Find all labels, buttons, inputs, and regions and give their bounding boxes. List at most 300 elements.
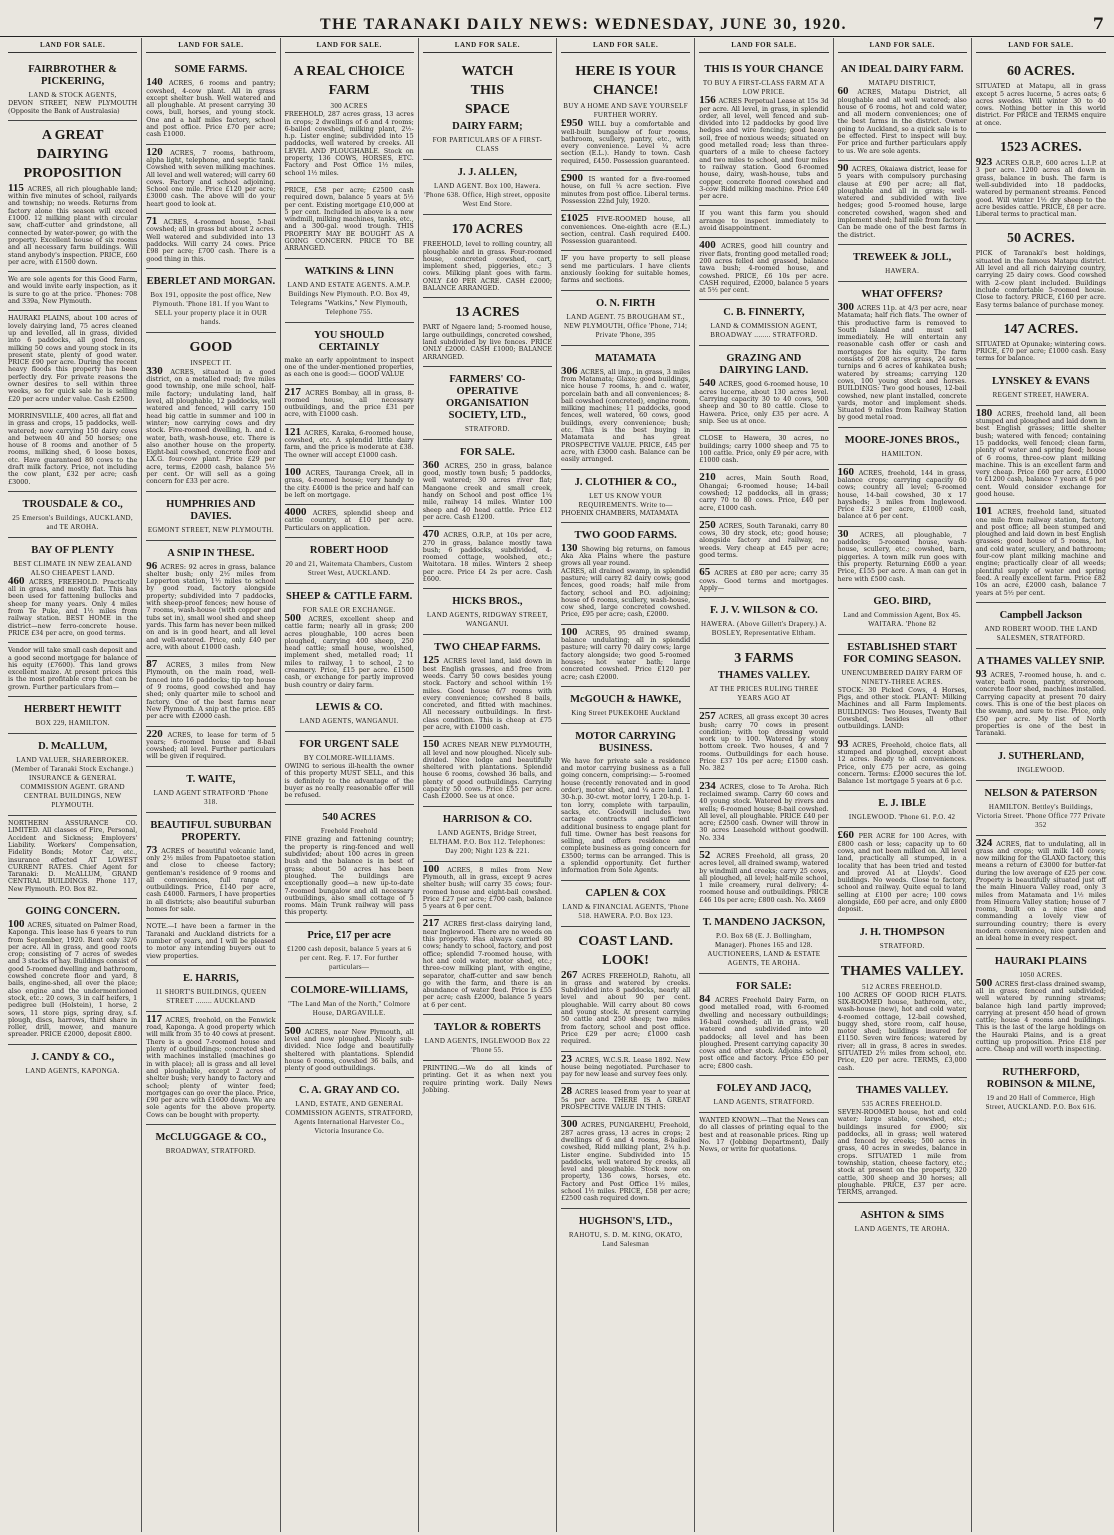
ad-body <box>284 506 414 532</box>
ad-title: TAYLOR & ROBERTS <box>433 1022 541 1033</box>
ad-subtitle: HAWERA. <box>885 266 920 275</box>
ad-lead-figure: 87 <box>146 658 167 671</box>
ad-headline: THAMES VALLEY. <box>840 963 964 979</box>
ad-title: TROUSDALE & CO., <box>22 498 123 510</box>
advertisement <box>838 1078 967 1203</box>
ad-lead-figure: 4000 <box>284 506 313 519</box>
ad-text: CLOSE to Hawera, 30 acres, no buildings; carry 1000 sheep and 75 to 100 cattle. Price, only £9 per acre, with £1000 cash. <box>699 434 829 465</box>
ad-body <box>8 276 137 305</box>
ad-subtitle: LAND & COMMISSION AGENT, BROADWAY ........ STRATFORD. <box>710 322 818 340</box>
ad-text: ACRES leased from year to year at 5s per acre. THERE IS A GREAT PROSPECTIVE VALUE IN THIS: <box>561 1088 691 1112</box>
ad-subtitle: BEST CLIMATE IN NEW ZEALAND ALSO CHEAPEST LAND. <box>13 559 132 577</box>
ad-subtitle: MATAPU DISTRICT, <box>868 79 936 88</box>
ad-text: ACRES, 8 miles from New Plymouth, all in grass, except 9 acres shelter bush; will carry 35 cows; four-roomed house and eight-bail cowshed. Price £27 per acre; £700 cash, balance 5 years at 6 per cent. <box>422 865 552 911</box>
ad-body <box>699 94 829 201</box>
ad-text: ACRES, 7-roomed house, h. and c. water, bath room, pantry, storeroom, concrete floor shed, machines installed. Carrying capacity at present 70 dairy cows. This is one of the best places on the swamp, and sure to rise. Price, only £50 per acre. My list of North properties is one of the best in Taranaki. <box>975 670 1106 738</box>
advertisement <box>423 527 552 589</box>
ad-text: SITUATED at Opunake; wintering cows. PRICE, £70 per acre; £1000 cash. Easy terms for balance. <box>975 339 1106 363</box>
advertisement <box>423 215 552 298</box>
ad-text: SITUATED at Matapu, all in grass except 5 acres lucerne, 5 acres oats; 6 acres swedes. Will winter 30 to 40 cows. Nothing better in this world district. For PRICE and TERMS enquire at once. <box>975 82 1106 127</box>
ad-text: ACRES, Karaka, 6-roomed house, cowshed, etc. A splendid little dairy farm, and the price is moderate at £38. The owner will accept £1000 cash. <box>284 428 414 459</box>
advertisement <box>285 978 414 1024</box>
ad-lead-figure: 28 <box>561 1085 576 1098</box>
ad-text: ACRES, freehold land, situated one mile from railway station, factory, and post office; all been stumped and ploughed and laid down in best English grasses; good house of 5 rooms, hot and cold water, scullery, and bathroom; four-cow plant milking machine and engine; practically clear of all weeds; plentiful supply of water and spring feed. A really excellent farm. Price £82 10s an acre, £2000 cash, balance 7 years at 5½ per cent. <box>975 508 1106 597</box>
column-heading: LAND FOR SALE. <box>561 38 690 53</box>
ad-title: WHAT OFFERS? <box>861 288 943 300</box>
ad-title: LYNSKEY & EVANS <box>992 375 1090 387</box>
ad-body <box>838 992 967 1072</box>
ad-title: O. N. FIRTH <box>596 297 656 309</box>
ad-subtitle: LAND AGENT. 75 BROUGHAM ST., NEW PLYMOUTH, Office 'Phone, 714; Private 'Phone, 395 <box>563 312 688 339</box>
ad-text: ACRES, situated on Palmer Road, Kaponga. This lease has 6 years to run from September, 1920. Rent only 32/6 per acre. All in grass, and good roots crop; consisting of 7 acres of swedes and 3 stacks of hay. Buildings consist of good 5-roomed dwelling and bathroom, cowshed concrete floor and yard, 8 bails, engine-shed, all over the place; also engine and the undermentioned stock, etc.: 20 cows, 3 in calf heifers, 1 pedigree bull (Holstein), 1 horse, 2 sows, 11 store pigs, spring dray, s.f. plough, discs, harrows, third share in roller, drill, mower, and manure spreader. PRICE £2000, deposit £800. <box>8 921 138 1039</box>
ad-subtitle: 25 Emerson's Buildings, AUCKLAND, and TE AROHA. <box>12 513 133 531</box>
advertisement <box>561 57 690 171</box>
ad-body <box>285 111 414 177</box>
ad-text: ACRES, all rich ploughable land; within five minutes of school, railyards and township; no weeds. Returns from factory alone this season will exceed £1000. 12 milking plant with circular saw, chaff-cutter and grindstone, all connected by water-power, go with the property. Excellent house of six rooms and all necessary farm buildings. Will stand anybody's inspection. PRICE, £60 per acre, with £1500 down. <box>8 184 138 266</box>
advertisement <box>699 644 828 709</box>
ad-body <box>422 862 552 911</box>
ad-text: ACRES, Okaiawa district, lease for 5 years with compulsory purchasing clause at £90 per acre; all flat, ploughable and all in grass; well-watered and subdivided with live hedges; good 5-roomed house, large concreted cowshed, wagon shed and implement shed; half mile from factory. Can be made one of the best farms in the district. <box>837 164 967 239</box>
ad-headline: 170 ACRES <box>451 222 523 238</box>
ad-title: EBERLET AND MORGAN. <box>146 275 276 287</box>
ad-body <box>422 528 552 584</box>
ad-body <box>146 843 276 914</box>
ad-subtitle: LAND, ESTATE, AND GENERAL COMMISSION AGENTS, STRATFORD, Agents International Harvester Co., Victoria Insurance Co. <box>285 1100 413 1136</box>
advertisement <box>976 949 1106 1060</box>
advertisement <box>976 1060 1106 1117</box>
ad-body <box>146 923 275 959</box>
ad-title: T. WAITE, <box>186 773 236 785</box>
ad-body <box>837 300 967 422</box>
ad-body <box>837 161 967 239</box>
ad-headline: FARM <box>328 83 370 99</box>
advertisement <box>423 1015 552 1061</box>
ad-body <box>422 738 553 801</box>
ad-subtitle: "The Land Man of the North," Colmore House, DARGAVILLE. <box>288 999 411 1017</box>
ad-subtitle: LAND AGENT. Box 100, Hawera. 'Phone 638. Office, High street, opposite West End Store. <box>424 182 551 209</box>
ad-body <box>8 413 137 486</box>
advertisement <box>8 816 137 899</box>
ad-body <box>284 1024 414 1073</box>
ad-subtitle: EGMONT STREET, NEW PLYMOUTH. <box>147 525 274 534</box>
ad-title: HUMPHRIES AND DAVIES. <box>166 498 256 522</box>
ad-text: ACRES, freehold, 144 in grass, balance crops; carrying capacity 60 cows; country all level; 6-roomed house, 14-bail cowshed, 30 x 17 haysheds; 3 miles from Inglewood. Price £32 per acre, £1000 cash, balance at 6 per cent. <box>837 468 967 521</box>
ad-text: Showing big returns, on famous Aka Aka Plains where the pasture grows all year round. <box>561 544 691 568</box>
ad-body <box>699 710 829 773</box>
ad-subtitle: LAND & FINANCIAL AGENTS, 'Phone 518. HAWERA. P.O. Box 123. <box>562 902 689 920</box>
ad-body <box>423 241 552 292</box>
ad-title: GOING CONCERN. <box>25 906 120 917</box>
ad-body <box>8 100 137 115</box>
ad-lead-figure: 923 <box>975 156 996 169</box>
ad-body <box>699 239 829 295</box>
advertisement <box>838 1203 967 1239</box>
ad-body <box>561 212 691 246</box>
ad-title: THAMES VALLEY. <box>717 670 810 682</box>
advertisement <box>561 523 690 625</box>
advertisement <box>561 211 690 251</box>
ad-lead-figure: 23 <box>561 1052 576 1065</box>
advertisement <box>976 369 1106 406</box>
advertisement <box>146 919 275 965</box>
advertisement <box>423 160 552 215</box>
ad-body <box>975 976 1106 1054</box>
ad-text: ACRES, close to Te Aroha. Rich reclaimed swamp. Carry 60 cows and 40 young stock. Watered by rivers and wells; 6-roomed house; 8-bail cowshed. All level, all ploughable. PRICE £40 per acre; £2500 cash. Owner will throw in 30 acres Leasehold without goodwill. No. 334 <box>699 782 829 842</box>
ad-lead-figure: 100 <box>8 918 28 930</box>
ad-text: ACRES O.R.P., 600 acres L.I.P. at 3 per acre. 1200 acres all down in grass, balance in bush. The farm is well-subdivided into 18 paddocks, watered by permanent streams. Fenced good. Will winter 1½ dry sheep to the acre besides cattle. PRICE, £8 per acre. Liberal terms to practical man. <box>975 159 1106 219</box>
advertisement <box>699 57 828 206</box>
ad-body <box>837 85 967 155</box>
ad-title: RUTHERFORD, ROBINSON & MILNE, <box>986 1066 1095 1090</box>
ad-body <box>146 145 276 208</box>
ad-lead-figure: 267 <box>561 968 582 981</box>
ad-title: A THAMES VALLEY SNIP. <box>977 655 1105 667</box>
ad-lead-figure: 324 <box>975 836 997 849</box>
ad-title: BEAUTIFUL SUBURBAN PROPERTY. <box>150 819 272 843</box>
ad-body <box>699 377 829 425</box>
ad-lead-figure: 93 <box>837 737 853 750</box>
advertisement <box>423 298 552 366</box>
ad-title: DAIRY FARM; <box>452 121 523 133</box>
ad-headline: PROPOSITION <box>23 165 122 181</box>
ad-title: McGOUCH & HAWKE, <box>570 693 682 705</box>
advertisement <box>146 269 275 333</box>
ad-lead-figure: 30 <box>837 527 860 540</box>
ad-lead-figure: 150 <box>422 738 443 751</box>
advertisement <box>561 687 690 724</box>
ad-subtitle: AT THE PRICES RULING THREE YEARS AGO AT <box>709 685 819 703</box>
ad-title: 540 ACRES <box>322 812 376 824</box>
ad-body <box>561 364 691 464</box>
advertisement <box>561 625 690 687</box>
advertisement <box>838 635 967 737</box>
ad-text: acres, Main South Road, Ohangai; 6-roomed house; 14-bail cowshed; 12 paddocks, all in grass; carry 70 to 80 cows. Price, £40 per acre, £1000 cash. <box>699 474 829 512</box>
ad-text: SEVEN-ROOMED house, hot and cold water; large stable, cowshed, etc.; buildings insured for £900; six paddocks, all in grass; well watered and fenced by creeks; 500 acres in grass, 40 acres in swedes, balance in crops. SITUATED 1 mile from township, station, cheese factory, etc.; stock at present on the property, 320 cattle, 300 sheep and 30 horses; all ploughable. PRICE, £37 per acre. TERMS, arranged. <box>837 1107 967 1197</box>
ad-subtitle: Box 191, opposite the post office, New Plymouth. 'Phone 181. If you Want to SELL your property place it in OUR hands. <box>150 290 272 326</box>
ad-lead-figure: 180 <box>975 406 998 419</box>
advertisement <box>146 333 275 492</box>
advertisement <box>561 1052 690 1085</box>
ad-subtitle: P.O. Box 68 (E. J. Bollingham, Manager). Phones 165 and 128. AUCTIONEERS, LAND & ESTATE AGENTS, TE AROHA. <box>707 932 821 968</box>
ad-subtitle: HAMILTON. Bettley's Buildings, Victoria Street. 'Phone Office 777 Private 352 <box>976 802 1106 829</box>
ad-text: ACRES Freehold, all grass, 20 acres level, all drained swamp, watered by windmill and creeks; carry 25 cows, all ploughed, all level; half-mile school, 1 mile creamery, rural delivery; 4-roomed house and outbuildings. PRICE £46 10s per acre; £800 cash. No. X469 <box>699 852 829 904</box>
ad-body <box>975 667 1106 738</box>
advertisement <box>838 791 967 828</box>
advertisement <box>838 957 967 1078</box>
ad-title: HUGHSON'S, LTD., <box>578 1215 673 1227</box>
ad-lead-figure: 217 <box>284 385 306 398</box>
ad-lead-figure: 500 <box>284 611 309 624</box>
advertisement <box>561 1117 690 1208</box>
advertisement <box>8 311 137 409</box>
ad-subtitle: BROADWAY, STRATFORD. <box>165 1147 256 1156</box>
ad-text: ACRES, O.R.P., at 10s per acre, 270 in grass, balance mostly tawa bush; 6 paddocks, subdivided, 4-roomed cottage, woolshed, etc.; Waitotara. 18 miles. Winters 2 sheep per acre. Price £4 2s per acre. Cash £600. <box>422 531 552 584</box>
advertisement <box>285 1078 414 1141</box>
ad-body <box>422 917 553 1009</box>
ad-body <box>975 505 1106 597</box>
column-2 <box>142 38 280 1532</box>
advertisement <box>146 57 275 144</box>
ad-text: IS wanted for a five-roomed house, on full ¼ acre section. Five minutes from post office. Liberal terms. Possession 22nd July, 1920. <box>561 175 691 205</box>
ad-lead-figure: 156 <box>699 94 719 107</box>
ad-subtitle: LAND AGENTS, STRATFORD. <box>713 1098 815 1107</box>
advertisement <box>838 57 967 161</box>
advertisement <box>838 428 967 465</box>
ad-title: WATKINS & LINN <box>304 265 394 277</box>
ad-title: TREWEEK & JOLL, <box>852 251 952 263</box>
ad-lead-figure: 60 <box>837 85 858 98</box>
ad-body <box>699 993 829 1070</box>
ad-body <box>976 250 1106 308</box>
ad-subtitle: LAND AGENTS, INGLEWOOD Box 22 'Phone 55. <box>424 1037 551 1054</box>
ad-text: STOCK: 30 Picked Cows, 4 Horses, Pigs, and other stock. PLANT: Milking Machines and all Farm Implements. BUILDINGS: Two Houses, Twenty Bail Cowshed, besides all other outbuildings. LAND: <box>837 685 967 731</box>
advertisement <box>976 315 1106 369</box>
ad-lead-figure: 460 <box>8 574 30 587</box>
ad-text: ACRES at £80 per acre; carry 35 cows. Good terms and mortgages. Apply— <box>699 569 829 592</box>
advertisement <box>561 927 690 1052</box>
ad-body: ACRES, all drained swamp, in splendid pasture; will carry 82 dairy cows; good fences, good roads; half mile from factory, school and P.O. adjoining; house of 6 rooms, scullery, wash-house, cow shed, large concreted cowshed. Price, £95 per acre; cash, £2000. <box>561 566 691 619</box>
ad-text: ACRES NEAR NEW PLYMOUTH, all level and now ploughed. Nicely sub-divided. Nice lodge and beautifully sheltered with plantations. Splendid house 6 rooms, cowshed 36 bails, and plenty of good outbuildings. Carrying capacity 50 cows. Price £55 per acre. Cash £2000. See us at once. <box>422 741 553 801</box>
ad-lead-figure: £1025 <box>561 212 597 225</box>
advertisement <box>285 538 414 584</box>
ad-lead-figure: 125 <box>422 654 444 667</box>
ad-body <box>699 518 829 560</box>
ad-title: ESTABLISHED START FOR COMING SEASON. <box>843 641 961 665</box>
ad-text: PRICE, £58 per acre; £2500 cash required down, balance 5 years at 5½ per cent. Existing mortgage £10,000 at 5 per cent. Included in above is a new windmill, milking machines, tanks, etc., and a 300-gal. wood trough. THIS PROPERTY MAY BE BOUGHT AS A GOING CONCERN. PRICE TO BE ARRANGED. <box>284 185 414 253</box>
advertisement <box>699 779 828 848</box>
ad-text: ACRES, all ploughable, 7 paddocks; 5-roomed house, wash-house, scullery, etc.; cowshed, barn, piggeries. A town milk run goes with this property. Returning £600 a year. Price, £155 per acre. A man can get in here with £500 cash. <box>837 530 967 583</box>
ad-title: MOTOR CARRYING BUSINESS. <box>575 730 676 754</box>
column-heading: LAND FOR SALE. <box>285 38 414 53</box>
ad-text: ACRES, 3 miles from New Plymouth, on the main road, well-fenced into 16 paddocks; tip top house of 9 rooms, good cowshed and hay shed; only quarter mile to school and factory. One of the best farms near New Plymouth. A snip at the price. £85 per acre with £2000 cash. <box>146 661 276 721</box>
advertisement <box>423 367 552 440</box>
ad-headline: 50 ACRES. <box>1007 231 1075 247</box>
ad-lead-figure: 540 <box>699 377 719 390</box>
advertisement <box>976 744 1106 781</box>
advertisement <box>423 440 552 527</box>
ad-title: COLMORE-WILLIAMS, <box>290 984 408 996</box>
ad-text: ACRES, Matapu District, all ploughable and all well watered; also house of 6 rooms, hot and cold water, and all modern conveniences; one of the best farms in the district. Owner going to Auckland, so a quick sale is to be effected. First to inspect will buy. For price and further particulars apply to us. We are sole agents. <box>837 88 967 155</box>
ad-text: ACRES 11p. at 4/3 per acre, near Matamata; half rich flats. The owner of this productive farm is removed to South Island and must sell immediately. He will entertain any reasonable cash offer or cash and mortgages for his equity. The farm consists of 208 acres grass, 24 acres turnips and 6 acres of kahikatea bush; watered by streams; carrying 120 cows, 100 young stock and horses. BUILDINGS: Two good houses, 12-bail cowshed, new plant installed, concrete yards, motor and implement sheds. Situated 9 miles from Railway Station by good metal road. <box>837 303 967 422</box>
ad-title: SOME FARMS. <box>174 64 248 76</box>
advertisement <box>976 406 1106 505</box>
column-heading: LAND FOR SALE. <box>976 38 1106 53</box>
ad-subtitle: HAMILTON. <box>881 449 923 458</box>
ad-headline: GOOD <box>189 339 233 355</box>
ad-body <box>8 647 137 691</box>
ad-body <box>561 625 691 681</box>
ad-body <box>423 1065 552 1094</box>
ad-lead-figure: 93 <box>975 667 991 680</box>
ad-title: HICKS BROS., <box>452 596 523 608</box>
ad-subtitle: LAND AND ESTATE AGENTS. A.M.P. Buildings New Plymouth. P.O. Box 49, Telegrams "Watkins," New Plymouth, Telephone 755. <box>287 280 411 316</box>
ad-lead-figure: 117 <box>146 1012 166 1025</box>
ad-text: ACRES, PUNGAREHU, Freehold, 287 acres grass, 13 acres in crops; 2 dwellings of 6 and 4 rooms, 8-bailed cowshed, Ridd milking plant, 2¼ h.p. Lister engine. Subdivided into 15 paddocks, well watered by creeks, all level and ploughable. Stock now on property, 136 cows, horses, etc. Factory and Post Office 1½ miles, school 1½ miles. PRICE, £58 per acre; £2500 cash required down. <box>561 1121 691 1203</box>
ad-lead-figure: 250 <box>699 518 719 531</box>
ad-lead-figure: 500 <box>975 976 996 989</box>
ad-headline: WATCH <box>461 64 514 80</box>
ad-subtitle: 512 ACRES FREEHOLD. <box>862 982 943 991</box>
ad-text: PHOENIX CHAMBERS, MATAMATA <box>561 508 679 517</box>
ad-body <box>285 357 414 379</box>
column-heading: LAND FOR SALE. <box>838 38 967 53</box>
advertisement <box>285 259 414 323</box>
ad-subtitle: LAND AGENTS, Bridge Street, ELTHAM. P.O. Box 112. Telephones: Day 200; Night 123 & 221. <box>429 828 546 855</box>
ad-title: HERBERT HEWITT <box>24 704 122 716</box>
ad-text: OWING to serious ill-health the owner of this property MUST SELL, and this is definitely to the advantage of the buyer as no really reasonable offer will be refused. <box>284 761 414 800</box>
ad-text: ACRES, excellent sheep and cattle farm; nearly all in grass; 200 acres ploughable, 100 acres been ploughed, carrying 400 sheep, 250 head cattle; small house, woolshed, implement shed, metalled road; 11 miles to railway, 1 to school, 2 to creamery. Price, £15 per acre. £1500 cash, or exchange for partly improved bush country or dairy farm. <box>284 614 414 689</box>
column-8 <box>972 38 1110 1532</box>
ad-subtitle: STRATFORD. <box>464 424 510 433</box>
ad-title: BAY OF PLENTY <box>31 544 115 556</box>
advertisement <box>146 145 275 214</box>
ad-title: YOU SHOULD CERTAINLY <box>313 329 385 353</box>
advertisement <box>8 121 137 272</box>
ad-text: FIVE-ROOMED house, all conveniences. One-eighth acre (E.L.) section, central. Cash required £400. Possession guaranteed. <box>561 215 691 246</box>
ad-headline: COAST LAND. <box>578 933 673 949</box>
advertisement <box>285 385 414 425</box>
ad-text: NOTE.—I have been a farmer in the Taranaki and Auckland districts for a number of years, and I will be pleased to motor any intending buyers out to view properties. <box>146 922 276 960</box>
ad-subtitle: £1200 cash deposit, balance 5 years at 6 per cent. Reg. F. 17. For further particulars— <box>286 944 412 971</box>
ad-title: D. McALLUM, <box>38 741 108 753</box>
column-7 <box>834 38 972 1532</box>
ad-subtitle: 300 ACRES <box>330 102 368 111</box>
advertisement <box>285 465 414 505</box>
advertisement <box>285 505 414 538</box>
advertisement <box>8 272 137 311</box>
ad-text: ACRES, South Taranaki, carry 80 cows, 30 dry stock, etc; good house; alongside factory and railway, no weeds. Very cheap at £45 per acre; good terms. <box>699 521 829 560</box>
column-heading: LAND FOR SALE. <box>146 38 275 53</box>
ad-lead-figure: 160 <box>837 465 859 478</box>
ad-subtitle: 1050 ACRES. <box>1019 970 1063 979</box>
ad-title: TWO CHEAP FARMS. <box>434 642 541 654</box>
ad-lead-figure: 96 <box>146 559 161 572</box>
ad-body <box>146 559 276 652</box>
ad-title: Price, £17 per acre <box>307 929 391 941</box>
ad-title: ROBERT HOOD <box>309 544 389 556</box>
advertisement <box>838 589 967 635</box>
column-5 <box>557 38 695 1532</box>
ad-body <box>146 215 276 263</box>
ad-headline: 3 FARMS <box>734 651 794 667</box>
ad-title: J. CANDY & CO., <box>31 1051 115 1063</box>
ad-body <box>699 779 829 842</box>
ad-title: THAMES VALLEY. <box>856 1084 949 1096</box>
advertisement <box>699 709 828 778</box>
advertisement <box>285 57 414 183</box>
ad-text: FREEHOLD, 287 acres grass, 13 acres in crops; 2 dwellings of 6 and 4 rooms; 6-bailed cowshed, milking plant, 2½-h.p. Lister engine; subdivided into 15 paddocks, well watered by creeks. All LEVEL AND PLOUGHABLE. Stock on property, 136 COWS, HORSES, ETC. Factory and Post Office 1½ miles, school 1½ miles. <box>284 110 414 177</box>
ad-title: J. J. ALLEN, <box>457 167 517 179</box>
ad-headline: 60 ACRES. <box>1007 64 1075 80</box>
advertisement <box>146 966 275 1012</box>
ad-text: ACRES, 7 rooms, bathroom, alpha light, telephone, and septic tank. Cowshed with seven milking machines. All level and well watered; will carry 60 cows. Factory and school adjoining. School one mile. Price £120 per acre; £3000 cash. The above will do your heart good to look at. <box>146 148 276 208</box>
ad-lead-figure: 300 <box>837 300 857 313</box>
advertisement <box>8 492 137 538</box>
ad-headline: 147 ACRES. <box>1003 321 1079 337</box>
ad-body <box>146 658 276 721</box>
ad-headline: CHANCE! <box>592 83 659 99</box>
advertisement <box>699 848 828 910</box>
ad-lead-figure: £900 <box>561 172 589 185</box>
columns <box>4 38 1110 1532</box>
advertisement <box>838 920 967 957</box>
ad-subtitle: 20 and 21, Waitemata Chambers, Custom Street West, AUCKLAND. <box>285 559 413 577</box>
ad-headline: 13 ACRES <box>455 305 520 321</box>
advertisement <box>838 282 967 428</box>
advertisement <box>423 57 552 160</box>
ad-title: C. B. FINNERTY, <box>723 307 805 319</box>
ad-text: ACRES, 4-roomed house, 5-bail cowshed; all in grass but about 2 acres. Well watered and subdivided into 13 paddocks. Will carry 24 cows. Price £98 per acre; £700 cash. There is a good thing in this. <box>146 218 276 263</box>
ad-body <box>837 737 967 786</box>
advertisement <box>699 1076 828 1113</box>
advertisement <box>699 431 828 470</box>
advertisement <box>838 527 967 589</box>
ad-body <box>561 117 691 165</box>
ad-subtitle: Freehold Freehold <box>320 827 378 836</box>
advertisement <box>838 465 967 527</box>
masthead-title: THE TARANAKI DAILY NEWS: WEDNESDAY, JUNE 30, 1920. <box>320 16 847 33</box>
ad-subtitle: 535 ACRES FREEHOLD. <box>862 1099 943 1108</box>
ad-headline: HERE IS YOUR <box>575 64 676 80</box>
ad-subtitle: AND ROBERT WOOD. THE LAND SALESMEN, STRATFORD. <box>984 624 1098 642</box>
ad-body <box>8 181 138 266</box>
ad-body <box>561 758 690 875</box>
ad-headline: LOOK! <box>602 952 649 968</box>
ad-text: ACRES, 6 rooms and pantry; cowshed, 4-cow plant. All in grass except shelter bush. Well watered and all ploughable. At present carrying 30 cows, bull, horses, and young stock. One and a half miles factory, school and post office. Price £70 per acre; cash £1000. <box>146 79 276 139</box>
ad-text: ACRES, freehold, on the Fenwick road, Kaponga. A good property which will milk from 35 to 40 cows at present. There is a good 7-roomed house and plenty of outbuildings; concreted shed with machines installed (machines go in with place); all is grass and all level and ploughable, except 2 acres of shelter bush; very handy to factory and school; plenty of winter feed; mortgages can go over the place. Price, £90 per acre with £1600 down. We are sole agents for the above property. Cows can be bought with property. <box>146 1015 276 1119</box>
advertisement <box>976 649 1106 744</box>
ad-title: F. J. V. WILSON & CO. <box>709 605 818 617</box>
ad-subtitle: LAND AGENTS, RIDGWAY STREET, WANGANUI. <box>426 611 548 629</box>
ad-text: ACRES, freehold land, all been stumped and ploughed and laid down in best English grasses; little shelter bush; watered with fenced; containing 15 paddocks, well fenced; clean farm, plenty of water and spring feed; house of 6 rooms, three-cow plant milking machine. This is an excellent farm and very cheap. Price £60 per acre, £1000 to £1200 cash, balance 7 years at 6 per cent. Would consider exchange for good house. <box>975 409 1106 498</box>
ad-text: ACRES, Tauranga Creek, all in grass, 4-roomed house; very handy to the city. £4000 is the price and half can be left on mortgage. <box>284 468 414 499</box>
ad-body <box>837 465 967 521</box>
advertisement <box>976 836 1106 949</box>
ad-text: PRINTING.—We do all kinds of printing. Get it as when next you require printing work. Daily News Jobbing. <box>422 1064 552 1094</box>
ad-body <box>146 364 276 486</box>
advertisement <box>423 807 552 862</box>
ad-lead-figure: 101 <box>975 505 998 518</box>
ad-subtitle: INGLEWOOD. 'Phone 61. P.O. 42 <box>848 813 956 822</box>
ad-subtitle: LAND AGENTS, WANGANUI. <box>299 716 399 725</box>
ad-title: A SNIP IN THESE. <box>167 547 255 559</box>
advertisement <box>976 781 1106 836</box>
ad-text: ACRES, FREEHOLD. Practically all in grass, and mostly flat. This has been used for fattening bullocks and sheep for many years. Only 4 miles from Te Puke, and 1½ miles from railway station. BEST HOME in the district—new ferro-concrete house. PRICE £34 per acre, on good terms. <box>8 577 138 637</box>
ad-lead-figure: 120 <box>146 145 171 158</box>
ad-lead-figure: 500 <box>284 1024 306 1037</box>
ad-body <box>146 727 276 761</box>
ad-body <box>561 1052 691 1079</box>
ad-body <box>146 1012 276 1119</box>
ad-text: ACRES Bombay, all in grass, 8-roomed house, all necessary outbuildings, and the price £31 per acre, with £1000 cash. <box>284 388 414 419</box>
ad-lead-figure: 65 <box>699 566 715 579</box>
ad-body <box>561 172 691 205</box>
ad-title: J. CLOTHIER & CO., <box>574 476 677 488</box>
ad-title: LEWIS & CO. <box>315 701 383 713</box>
ad-subtitle: TO BUY A FIRST-CLASS FARM AT A LOW PRICE. <box>702 79 825 97</box>
ad-body <box>561 968 691 1046</box>
ad-text: WANTED KNOWN.—That the News can do all classes of printing equal to the best and at reasonable prices. Ring up No. 17 (Jobbing Department), Daily News, or write for quotations. <box>699 1116 829 1154</box>
ad-title: FOR SALE. <box>459 446 515 458</box>
ad-text: ACRES, flat to undulating, all in grass and crops; will milk 140 cows; now milking for the GLAXO factory, this means a return of £3000 for butter-fat during the low average of £25 per cow. Property is beautifully situated just off the main Hinuera Valley road, only 3 miles from Matamata and 1½ miles from Hinuera Valley station; house of 7 rooms, built on a nice rise and commanding a lovely view of surrounding country; there is every modern convenience, nice garden and an ideal home in every respect. <box>975 839 1107 943</box>
ad-subtitle: LET US KNOW YOUR REQUIREMENTS. Write to— <box>578 491 673 509</box>
ad-title: HAURAKI PLAINS <box>994 955 1087 967</box>
ad-title: FOR URGENT SALE <box>299 738 399 750</box>
advertisement <box>8 734 137 816</box>
ad-lead-figure: 330 <box>146 364 171 377</box>
advertisement <box>285 732 414 805</box>
column-heading: LAND FOR SALE. <box>699 38 828 53</box>
